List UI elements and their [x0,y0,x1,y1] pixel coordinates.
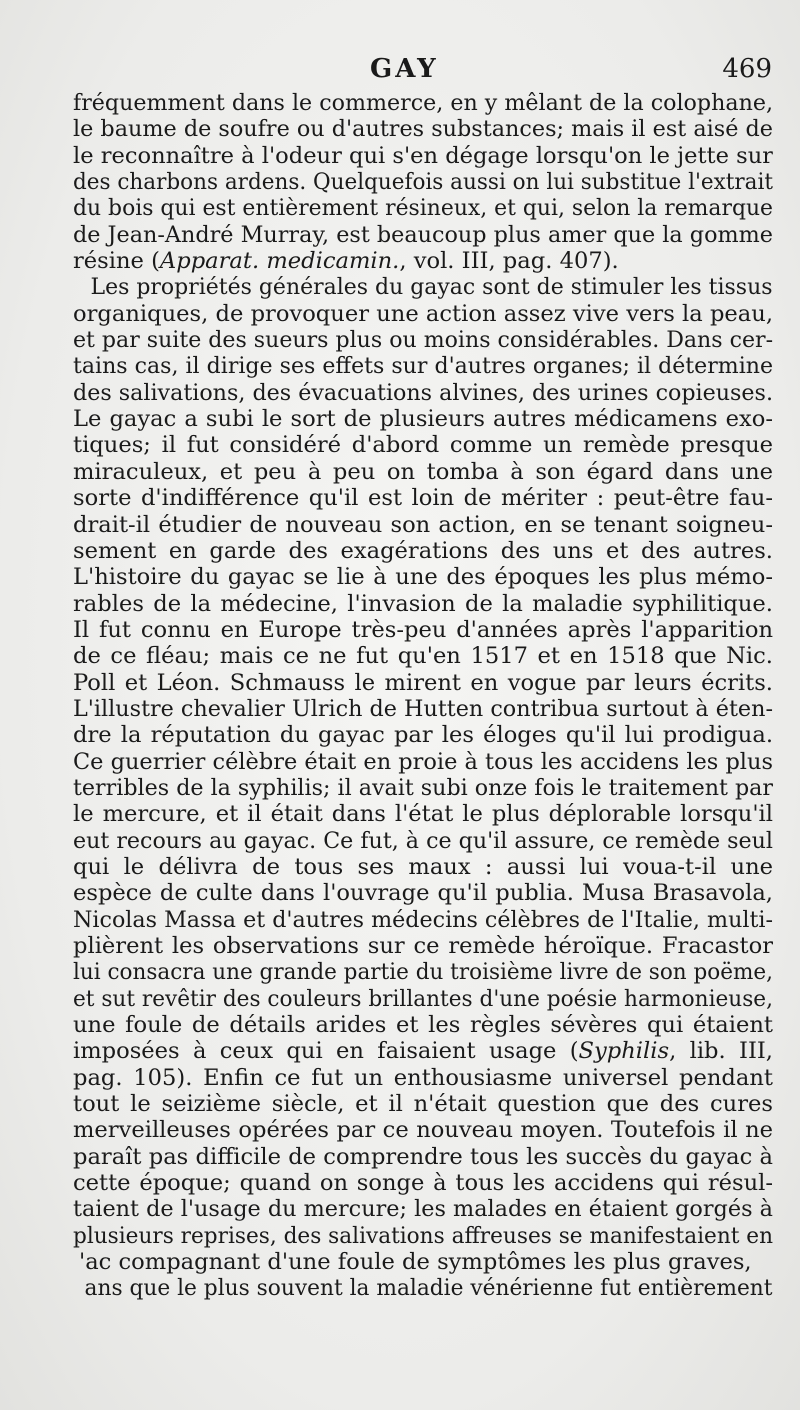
text-line: paraît pas difficile de comprendre tous les succès du gayac à [73,1143,773,1170]
text-line: qui le délivra de tous ses maux : aussi lui voua-t-il une [73,853,773,880]
text-line: plusieurs reprises, des salivations affreuses se manifestaient en [73,1222,774,1249]
text-line-citation [73,248,773,274]
text-line: miraculeux, et peu à peu on tomba à son égard dans une [73,458,773,485]
citation-title: Apparat. medicamin. [159,248,400,275]
text-line: Poll et Léon. Schmauss le mirent en vogue par leurs écrits. [73,669,773,696]
text-line: terribles de la syphilis; il avait subi onze fois le traitement par [73,774,773,801]
text-line: sorte d'indifférence qu'il est loin de mériter : peut-être fau- [73,485,773,512]
text-line: tiques; il fut considéré d'abord comme un remède presque [73,432,773,459]
text-line: plièrent les observations sur ce remède héroïque. Fracastor [73,933,773,959]
text-line: de Jean-André Murray, est beaucoup plus amer que la gomme [73,221,773,248]
text-line: merveilleuses opérées par ce nouveau moyen. Toutefois il ne [73,1117,773,1144]
text-line: fréquemment dans le commerce, en y mêlant de la colophane, [73,90,774,116]
running-head-title: GAY [370,54,439,84]
text-line: drait-il étudier de nouveau son action, en se tenant soigneu- [73,511,773,538]
text-line: et sut revêtir des couleurs brillantes d'une poésie harmonieuse, [73,985,773,1012]
text-line: ans que le plus souvent la maladie vénérienne fut entièrement [84,1275,773,1302]
text-line: 'ac compagnant d'une foule de symptômes les plus graves, [79,1249,752,1276]
citation-title: Syphilis [578,1038,670,1065]
text-line: dre la réputation du gayac par les éloges qu'il lui prodigua. [73,722,773,749]
text-line: lui consacra une grande partie du troisième livre de son poëme, [73,959,773,986]
text-line: pag. 105). Enfin ce fut un enthousiasme universel pendant [73,1064,773,1091]
text-line: Ce guerrier célèbre était en proie à tous les accidens les plus [73,748,773,775]
text-line: des charbons ardens. Quelquefois aussi on lui substitue l'extrait [73,169,774,196]
text-line: une foule de détails arides et les règles sévères qui étaient [73,1012,773,1039]
text-line: sement en garde des exagérations des uns et des autres. [73,537,773,564]
text-line: de ce fléau; mais ce ne fut qu'en 1517 et en 1518 que Nic. [73,643,773,670]
text-line: des salivations, des évacuations alvines, des urines copieuses. [73,379,774,406]
text-line: Nicolas Massa et d'autres médecins célèbres de l'Italie, multi- [73,906,773,933]
text-line: espèce de culte dans l'ouvrage qu'il publia. Musa Brasavola, [73,880,773,907]
text-line: Il fut connu en Europe très-peu d'années après l'apparition [73,616,773,643]
text-line-paragraph-start: Les propriétés générales du gayac sont de stimuler les tissus [90,274,773,301]
text-line: tains cas, il dirige ses effets sur d'autres organes; il détermine [73,353,774,380]
citation-pre: imposées à ceux qui en faisaient usage ( [73,1038,579,1065]
text-line: tout le seizième siècle, et il n'était question que des cures [73,1091,773,1118]
body-text [73,90,773,1302]
text-line: organiques, de provoquer une action assez vive vers la peau, [73,300,773,327]
text-line-citation [73,1038,773,1064]
citation-post: , vol. III, pag. 407). [399,248,619,275]
text-line: eut recours au gayac. Ce fut, à ce qu'il assure, ce remède seul [73,827,774,854]
text-line: le baume de soufre ou d'autres substances; mais il est aisé de [73,116,774,143]
text-line: du bois qui est entièrement résineux, et qui, selon la remarque [73,195,773,222]
text-line: le mercure, et il était dans l'état le plus déplorable lorsqu'il [73,801,773,828]
text-line: L'illustre chevalier Ulrich de Hutten contribua surtout à éten- [73,695,773,722]
text-line: et par suite des sueurs plus ou moins considérables. Dans cer- [73,327,774,354]
text-line: Le gayac a subi le sort de plusieurs autres médicamens exo- [73,406,773,433]
text-line: cette époque; quand on songe à tous les accidens qui résul- [73,1170,773,1197]
citation-pre: résine ( [73,248,160,275]
citation-post: , lib. III, [669,1038,773,1065]
running-head [72,54,772,90]
text-line: taient de l'usage du mercure; les malades en étaient gorgés à [73,1196,773,1223]
text-line: rables de la médecine, l'invasion de la maladie syphilitique. [73,590,773,617]
page-number: 469 [722,54,772,84]
text-line: L'histoire du gayac se lie à une des époques les plus mémo- [73,564,773,591]
text-line: le reconnaître à l'odeur qui s'en dégage lorsqu'on le jette sur [73,142,774,169]
